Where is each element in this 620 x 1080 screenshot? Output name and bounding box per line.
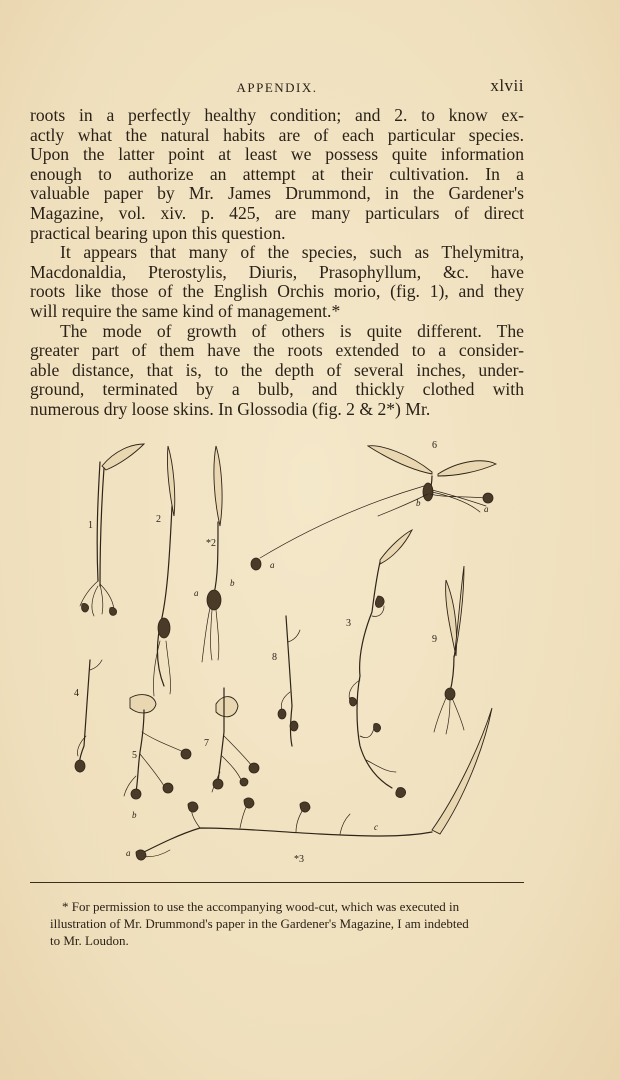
page-number: xlvii	[490, 76, 524, 95]
text-line: actly what the natural habits are of each particular species.	[30, 124, 524, 145]
text-line: Macdonaldia, Pterostylis, Diuris, Prasophyllum, &c. have	[30, 261, 524, 282]
fig-label: b	[230, 578, 235, 588]
figure-3-plant	[346, 530, 412, 798]
footnote	[50, 898, 530, 949]
fig-label: *2	[206, 538, 216, 549]
footnote-rule	[30, 882, 524, 883]
figure-3-star-runner	[126, 708, 492, 865]
figure-1-plant	[80, 444, 144, 616]
fig-label: 1	[88, 520, 93, 531]
text-line: practical bearing upon this question.	[30, 222, 286, 243]
running-head: APPENDIX.	[236, 80, 318, 95]
fig-label: a	[126, 848, 131, 858]
text-line: valuable paper by Mr. James Drummond, in the Gardener's	[30, 183, 524, 204]
figure-7-plant	[204, 688, 259, 792]
text-line: Magazine, vol. xiv. p. 425, are many particulars of direct	[30, 202, 524, 223]
text-line: ground, terminated by a bulb, and thickly clothed with	[30, 379, 524, 400]
fig-label: 8	[272, 652, 277, 663]
figure-4-plant	[74, 660, 102, 772]
paragraph-1	[30, 106, 524, 243]
fig-label: 7	[204, 738, 209, 749]
figure-2-plant	[153, 446, 174, 696]
text-line: enough to authorize an attempt at their cultivation. In a	[30, 163, 524, 184]
text-line: It appears that many of the species, such as Thelymitra,	[60, 242, 524, 263]
fig-label: a	[270, 560, 275, 570]
text-line: will require the same kind of management.*	[30, 300, 341, 321]
figure-9-plant	[432, 566, 464, 734]
body-text	[30, 106, 524, 420]
text-line: roots in a perfectly healthy condition; and 2. to know ex-	[30, 105, 524, 125]
fig-label: *3	[294, 854, 304, 865]
page-header	[30, 76, 524, 100]
orchid-woodcut-svg	[60, 436, 530, 872]
fig-label: b	[132, 810, 137, 820]
footnote-line: * For permission to use the accompanying wood-cut, which was executed in	[62, 899, 460, 914]
fig-label: 4	[74, 688, 79, 699]
paragraph-3	[30, 322, 524, 420]
fig-label: 5	[132, 750, 137, 761]
text-line: numerous dry loose skins. In Glossodia (fig. 2 & 2*) Mr.	[30, 398, 431, 419]
fig-label: a	[194, 588, 199, 598]
figure-2-star-plant	[194, 446, 235, 662]
fig-label: 2	[156, 514, 161, 525]
figure-5-plant	[124, 695, 191, 799]
text-line: The mode of growth of others is quite different. The	[60, 320, 524, 341]
footnote-line: illustration of Mr. Drummond's paper in the Gardener's Magazine, I am indebted	[50, 916, 469, 931]
fig-label: 6	[432, 440, 437, 451]
fig-label: c	[374, 822, 378, 832]
paragraph-2	[30, 243, 524, 321]
footnote-line: to Mr. Loudon.	[50, 933, 129, 948]
orchid-woodcut-figure	[60, 436, 530, 872]
figure-6-plant	[251, 440, 496, 570]
fig-label: 9	[432, 634, 437, 645]
fig-label: 3	[346, 618, 351, 629]
fig-label: b	[416, 498, 421, 508]
text-line: roots like those of the English Orchis morio, (fig. 1), and they	[30, 281, 524, 302]
text-line: greater part of them have the roots extended to a consider-	[30, 340, 524, 361]
text-line: Upon the latter point at least we possess quite information	[30, 144, 524, 165]
text-line: able distance, that is, to the depth of several inches, under-	[30, 359, 524, 380]
fig-label: a	[484, 504, 489, 514]
figure-8-plant	[272, 616, 300, 746]
